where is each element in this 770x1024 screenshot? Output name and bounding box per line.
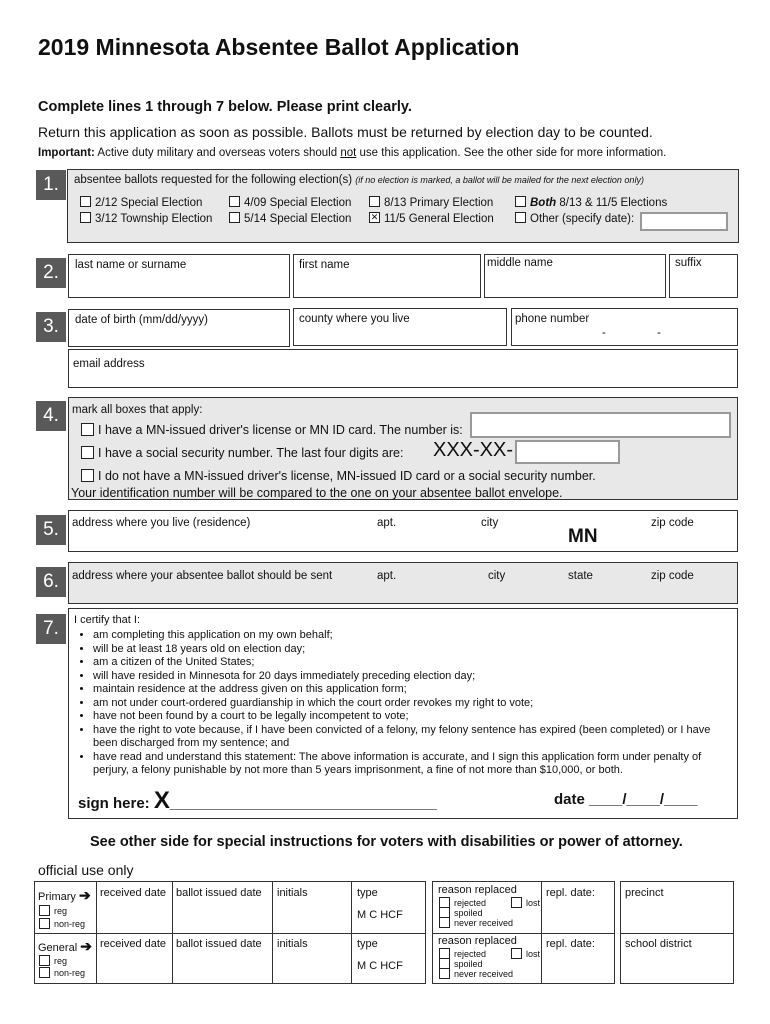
certification-item: • have the right to vote because, if I have been convicted of a felony, my felony sentence has expired (been completed) or I have been discharged from my sentence; and bbox=[93, 724, 723, 751]
checkbox[interactable] bbox=[81, 446, 94, 459]
lost-option[interactable]: lost bbox=[511, 898, 540, 909]
section-4-box bbox=[68, 397, 738, 500]
checkbox-checked[interactable]: ✕ bbox=[370, 212, 379, 223]
nonreg-option[interactable]: non-reg bbox=[39, 919, 85, 930]
county-field[interactable]: county where you live bbox=[293, 308, 507, 346]
phone-field[interactable]: phone number - - bbox=[511, 308, 738, 346]
instructions-heading: Complete lines 1 through 7 below. Please print clearly. bbox=[38, 99, 412, 115]
reason-replaced-header: reason replaced bbox=[438, 884, 517, 896]
apt-label: apt. bbox=[377, 570, 397, 582]
type-header: type bbox=[357, 938, 378, 950]
certification-item: • maintain residence at the address given on this application form; bbox=[93, 683, 723, 697]
elections-label: absentee ballots requested for the following election(s) (if no election is marked, a ballot will be mailed for the next election only) bbox=[74, 174, 644, 186]
first-name-field[interactable]: first name bbox=[293, 254, 481, 298]
suffix-field[interactable]: suffix bbox=[669, 254, 738, 298]
option-3-12-township[interactable]: 3/12 Township Election bbox=[80, 213, 212, 225]
certification-item: • will have resided in Minnesota for 20 days immediately preceding election day; bbox=[93, 670, 723, 684]
zip-label: zip code bbox=[651, 570, 694, 582]
checkbox[interactable] bbox=[229, 196, 240, 207]
spoiled-option[interactable]: spoiled bbox=[439, 908, 483, 919]
precinct-header: precinct bbox=[625, 887, 664, 899]
certification-item: • am completing this application on my own behalf; bbox=[93, 629, 723, 643]
repl-date-header: repl. date: bbox=[546, 938, 595, 950]
id-comparison-note: Your identification number will be compared to the one on your absentee ballot envelope. bbox=[71, 486, 563, 500]
state-label: state bbox=[568, 570, 593, 582]
checkbox[interactable] bbox=[81, 423, 94, 436]
lost-option[interactable]: lost bbox=[511, 949, 540, 960]
section-number-3: 3. bbox=[36, 312, 66, 342]
certification-item: • am a citizen of the United States; bbox=[93, 656, 723, 670]
option-mn-license[interactable]: I have a MN-issued driver's license or MN ID card. The number is: bbox=[81, 423, 463, 437]
section-number-4: 4. bbox=[36, 401, 66, 431]
checkbox[interactable] bbox=[80, 212, 91, 223]
type-options: M C HCF bbox=[357, 909, 403, 921]
option-11-5-general[interactable]: ✕ 11/5 General Election bbox=[370, 212, 494, 225]
option-both-elections[interactable]: Both 8/13 & 11/5 Elections bbox=[515, 197, 667, 209]
checkbox[interactable] bbox=[80, 196, 91, 207]
section-1-box bbox=[67, 169, 739, 243]
important-label: Important: bbox=[38, 147, 95, 159]
phone-dash: - bbox=[657, 327, 661, 339]
option-no-id[interactable]: I do not have a MN-issued driver's license, MN-issued ID card or a social security number. bbox=[81, 469, 596, 483]
ballot-issued-header: ballot issued date bbox=[176, 938, 262, 950]
general-label: General ➔ bbox=[38, 938, 92, 954]
initials-header: initials bbox=[277, 887, 308, 899]
ssn-last-four-input[interactable] bbox=[515, 440, 620, 464]
state-mn: MN bbox=[568, 526, 598, 547]
date-of-birth-field[interactable]: date of birth (mm/dd/yyyy) bbox=[68, 309, 290, 347]
section-number-7: 7. bbox=[36, 614, 66, 644]
reg-option[interactable]: reg bbox=[39, 956, 67, 967]
city-label: city bbox=[481, 517, 499, 529]
rejected-option[interactable]: rejected bbox=[439, 898, 486, 909]
checkbox[interactable] bbox=[81, 469, 94, 482]
section-number-1: 1. bbox=[36, 170, 66, 200]
rejected-option[interactable]: rejected bbox=[439, 949, 486, 960]
official-use-table bbox=[34, 881, 426, 984]
option-4-09-special[interactable]: 4/09 Special Election bbox=[229, 197, 351, 209]
email-field[interactable]: email address bbox=[68, 349, 738, 388]
never-received-option[interactable]: never received bbox=[439, 969, 513, 980]
reason-replaced-table bbox=[432, 881, 615, 984]
important-note: Important: Active duty military and overseas voters should not use this application. See the other side for more information. bbox=[38, 147, 667, 159]
type-options: M C HCF bbox=[357, 960, 403, 972]
phone-dash: - bbox=[602, 327, 606, 339]
other-date-input[interactable] bbox=[640, 212, 728, 231]
checkbox[interactable] bbox=[369, 196, 380, 207]
spoiled-option[interactable]: spoiled bbox=[439, 959, 483, 970]
return-note: Return this application as soon as possible. Ballots must be returned by election day to be counted. bbox=[38, 124, 653, 140]
primary-label: Primary ➔ bbox=[38, 887, 91, 903]
certification-item: • am not under court-ordered guardianship in which the court order revokes my right to vote; bbox=[93, 697, 723, 711]
received-date-header: received date bbox=[100, 938, 167, 950]
section-number-5: 5. bbox=[36, 515, 66, 545]
option-5-14-special[interactable]: 5/14 Special Election bbox=[229, 213, 351, 225]
middle-name-field[interactable]: middle name bbox=[484, 254, 666, 298]
ballot-issued-header: ballot issued date bbox=[176, 887, 262, 899]
signature-line[interactable]: sign here: X________________________________ bbox=[78, 787, 437, 814]
certification-item: • have not been found by a court to be legally incompetent to vote; bbox=[93, 710, 723, 724]
nonreg-option[interactable]: non-reg bbox=[39, 968, 85, 979]
ssn-prefix: XXX-XX- bbox=[433, 439, 514, 461]
section-number-6: 6. bbox=[36, 567, 66, 597]
option-other-date[interactable]: Other (specify date): bbox=[515, 213, 634, 225]
last-name-field[interactable]: last name or surname bbox=[68, 254, 290, 298]
certification-item: • have read and understand this statement: The above information is accurate, and I sign this application form under penalty of perjury, a felony punishable by not more than 5 years imprisonment, a fine of not more than $10,000, or both. bbox=[93, 751, 723, 778]
precinct-table bbox=[620, 881, 734, 984]
never-received-option[interactable]: never received bbox=[439, 918, 513, 929]
apt-label: apt. bbox=[377, 517, 397, 529]
id-label: mark all boxes that apply: bbox=[72, 404, 203, 416]
option-8-13-primary[interactable]: 8/13 Primary Election bbox=[369, 197, 493, 209]
date-line[interactable]: date ____/____/____ bbox=[554, 791, 698, 808]
page-title: 2019 Minnesota Absentee Ballot Application bbox=[38, 34, 520, 60]
checkbox[interactable] bbox=[515, 196, 526, 207]
option-ssn[interactable]: I have a social security number. The last four digits are: bbox=[81, 446, 403, 460]
city-label: city bbox=[488, 570, 506, 582]
type-header: type bbox=[357, 887, 378, 899]
repl-date-header: repl. date: bbox=[546, 887, 595, 899]
option-2-12-special[interactable]: 2/12 Special Election bbox=[80, 197, 202, 209]
checkbox[interactable] bbox=[229, 212, 240, 223]
certification-box bbox=[68, 608, 738, 819]
mailing-address-field[interactable]: address where your absentee ballot should be sent apt. city state zip code bbox=[68, 562, 738, 604]
certify-intro: I certify that I: bbox=[74, 614, 141, 626]
reason-replaced-header: reason replaced bbox=[438, 935, 517, 947]
license-number-input[interactable] bbox=[470, 412, 731, 438]
certification-list bbox=[73, 629, 723, 778]
reg-option[interactable]: reg bbox=[39, 906, 67, 917]
initials-header: initials bbox=[277, 938, 308, 950]
residence-address-field[interactable]: address where you live (residence) apt. city MN zip code bbox=[68, 510, 738, 552]
official-use-heading: official use only bbox=[38, 862, 134, 878]
section-number-2: 2. bbox=[36, 258, 66, 288]
certification-item: • will be at least 18 years old on election day; bbox=[93, 643, 723, 657]
zip-label: zip code bbox=[651, 517, 694, 529]
school-district-header: school district bbox=[625, 938, 692, 950]
received-date-header: received date bbox=[100, 887, 167, 899]
special-instructions-note: See other side for special instructions for voters with disabilities or power of attorney. bbox=[90, 834, 683, 850]
checkbox[interactable] bbox=[515, 212, 526, 223]
